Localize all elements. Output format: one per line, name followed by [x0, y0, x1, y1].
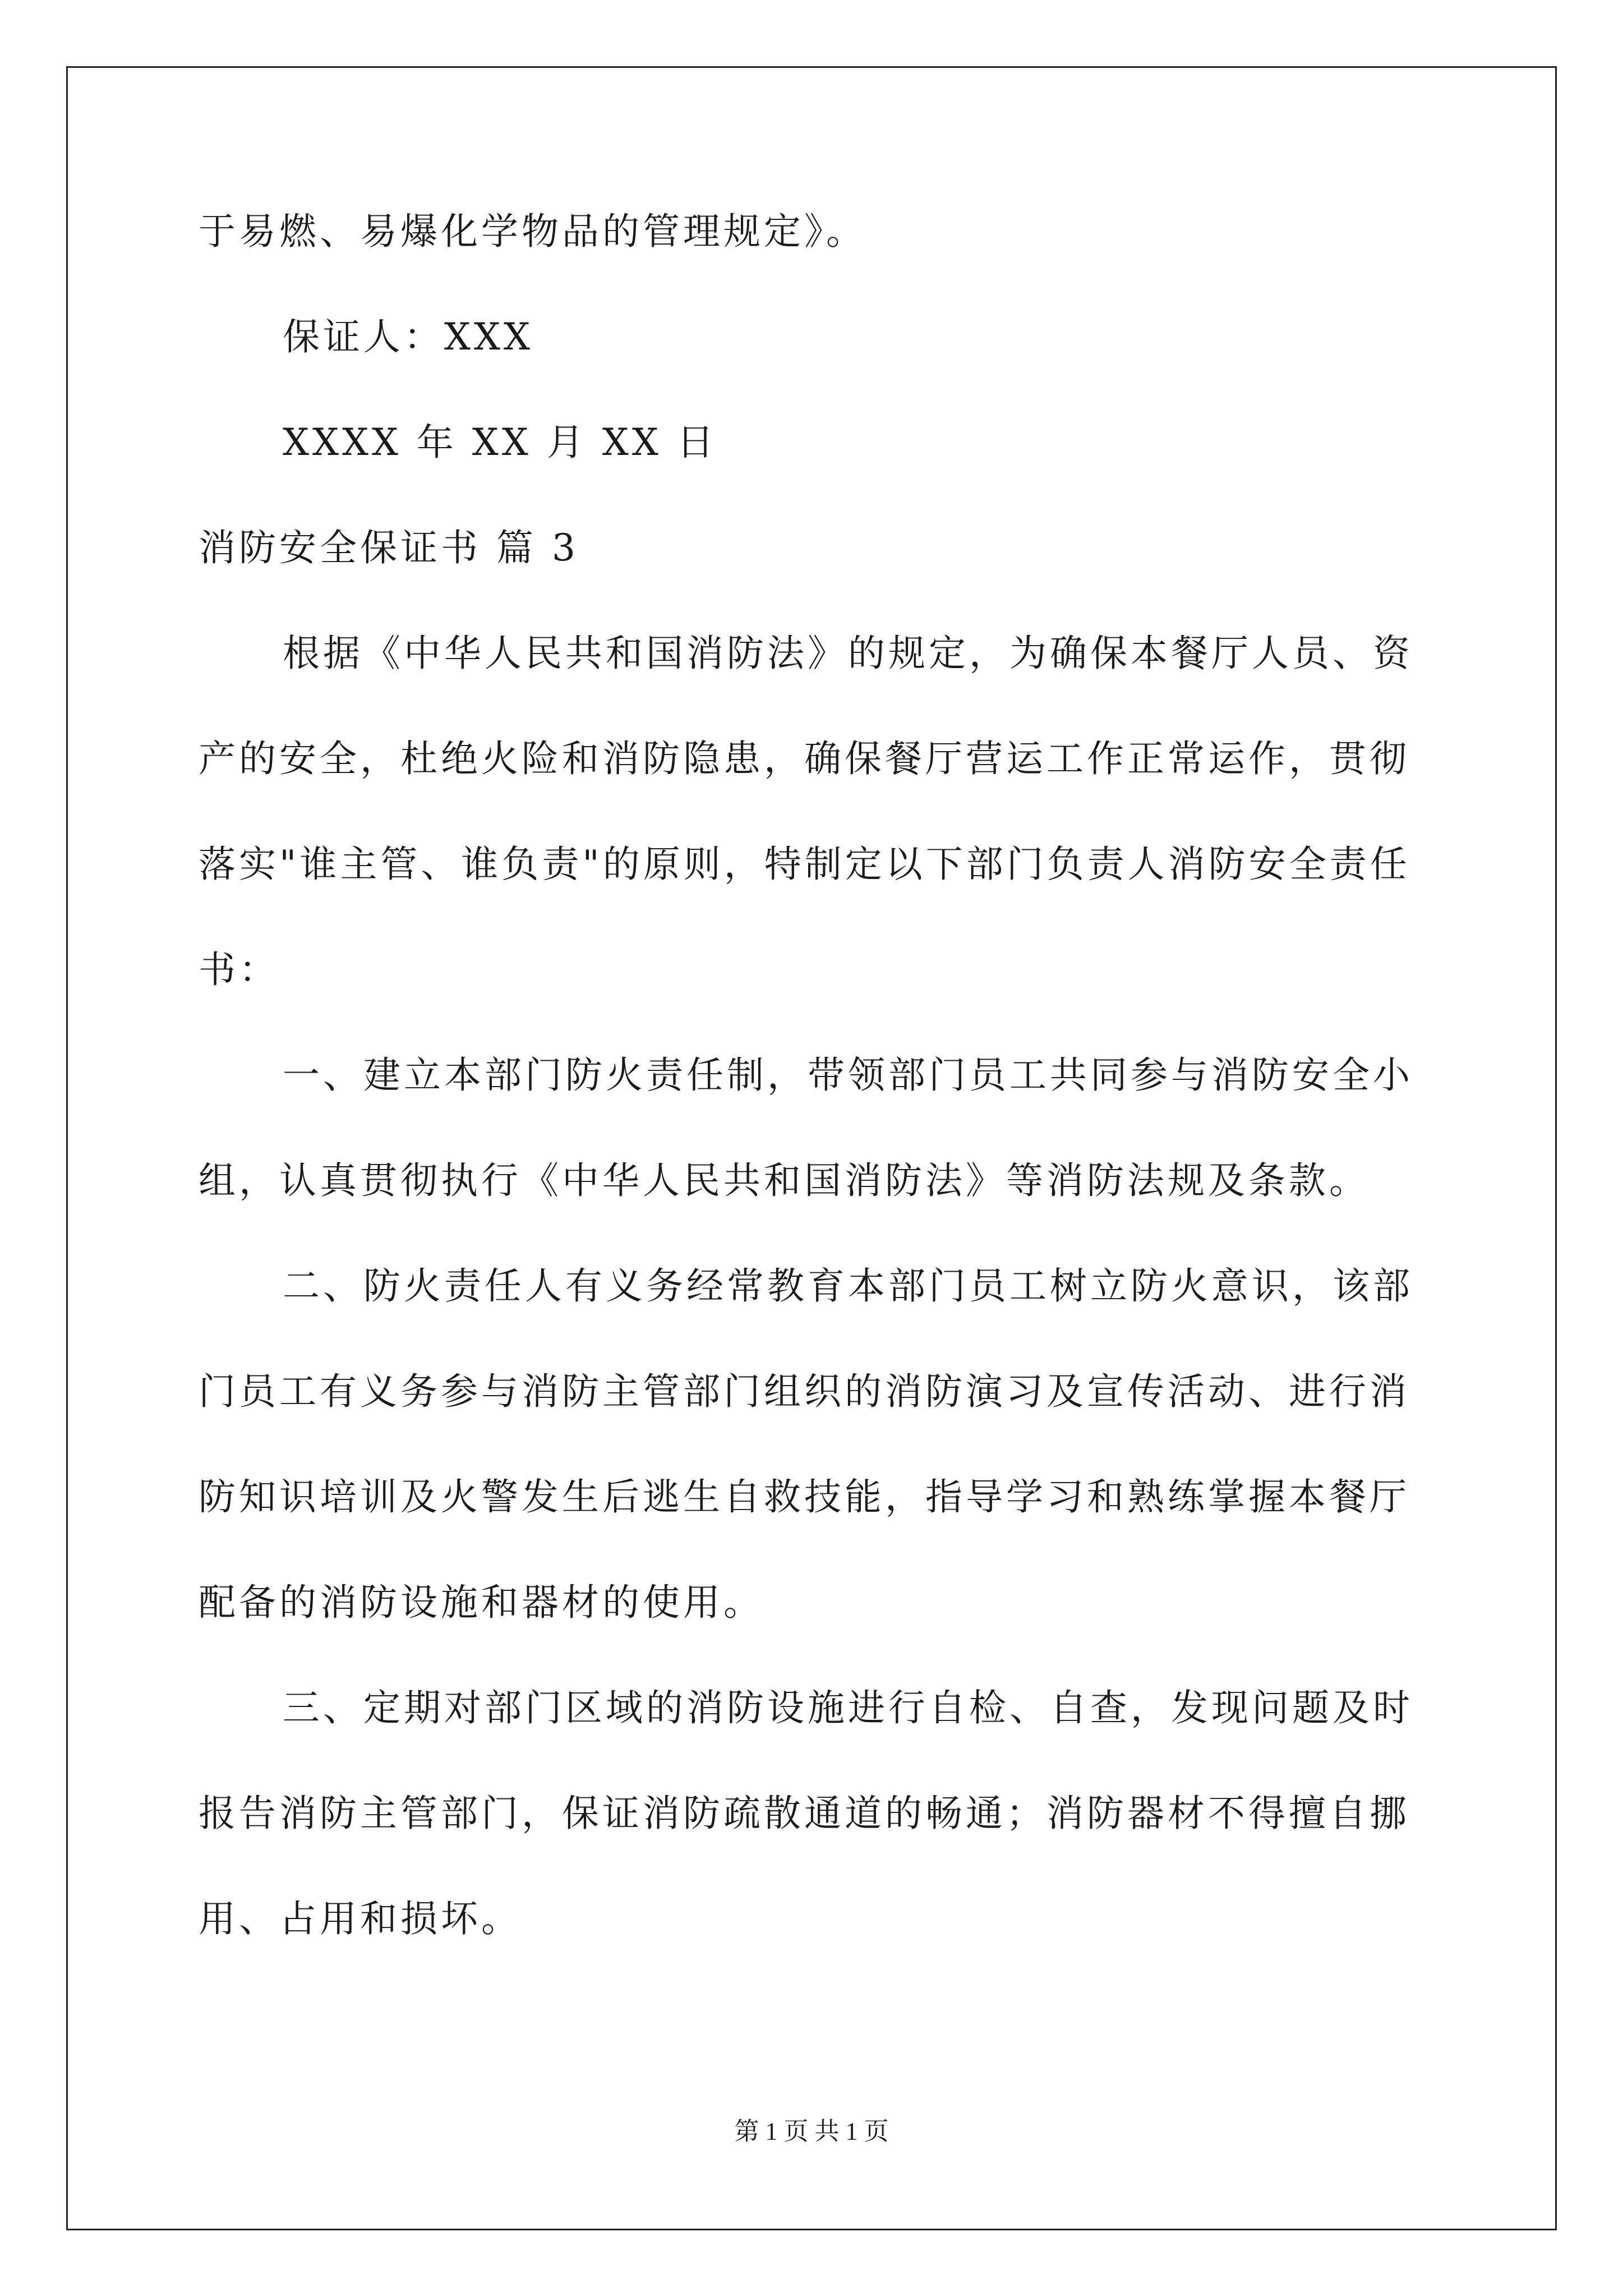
- text-line: XXXX 年 XX 月 XX 日: [283, 421, 717, 464]
- page-number: 第 1 页 共 1 页: [734, 2118, 889, 2145]
- text-line: 落实"谁主管、谁负责"的原则，特制定以下部门负责人消防安全责任: [199, 843, 1410, 886]
- text-line: 三、定期对部门区域的消防设施进行自检、自查，发现问题及时: [283, 1686, 1413, 1729]
- text-line: 用、占用和损坏。: [199, 1897, 522, 1940]
- text-line: 消防安全保证书 篇 3: [199, 526, 579, 569]
- paragraph: [199, 210, 1427, 253]
- text-line: 门员工有义务参与消防主管部门组织的消防演习及宣传活动、进行消: [199, 1370, 1410, 1413]
- document-body: [199, 210, 1427, 2006]
- text-line: 根据《中华人民共和国消防法》的规定，为确保本餐厅人员、资: [283, 632, 1413, 675]
- text-line: 报告消防主管部门，保证消防疏散通道的畅通；消防器材不得擅自挪: [199, 1792, 1410, 1835]
- paragraph: [199, 1686, 1427, 1940]
- date-line: [199, 421, 1427, 464]
- text-line: 防知识培训及火警发生后逃生自救技能，指导学习和熟练掌握本餐厅: [199, 1475, 1410, 1519]
- text-line: 产的安全，杜绝火险和消防隐患，确保餐厅营运工作正常运作，贯彻: [199, 737, 1410, 780]
- section-heading: [199, 526, 1427, 569]
- text-line: 二、防火责任人有义务经常教育本部门员工树立防火意识，该部: [283, 1264, 1413, 1308]
- page-footer: [0, 2118, 1623, 2146]
- paragraph: [199, 1053, 1427, 1202]
- text-line: 书：: [199, 948, 279, 991]
- text-line: 组，认真贯彻执行《中华人民共和国消防法》等消防法规及条款。: [199, 1159, 1370, 1202]
- text-line: 配备的消防设施和器材的使用。: [199, 1581, 764, 1624]
- text-line: 一、建立本部门防火责任制，带领部门员工共同参与消防安全小: [283, 1053, 1413, 1097]
- guarantor-line: [199, 315, 1427, 358]
- text-line: 于易燃、易爆化学物品的管理规定》。: [199, 210, 866, 253]
- paragraph: [199, 632, 1427, 991]
- paragraph: [199, 1264, 1427, 1624]
- text-line: 保证人：XXX: [283, 315, 533, 358]
